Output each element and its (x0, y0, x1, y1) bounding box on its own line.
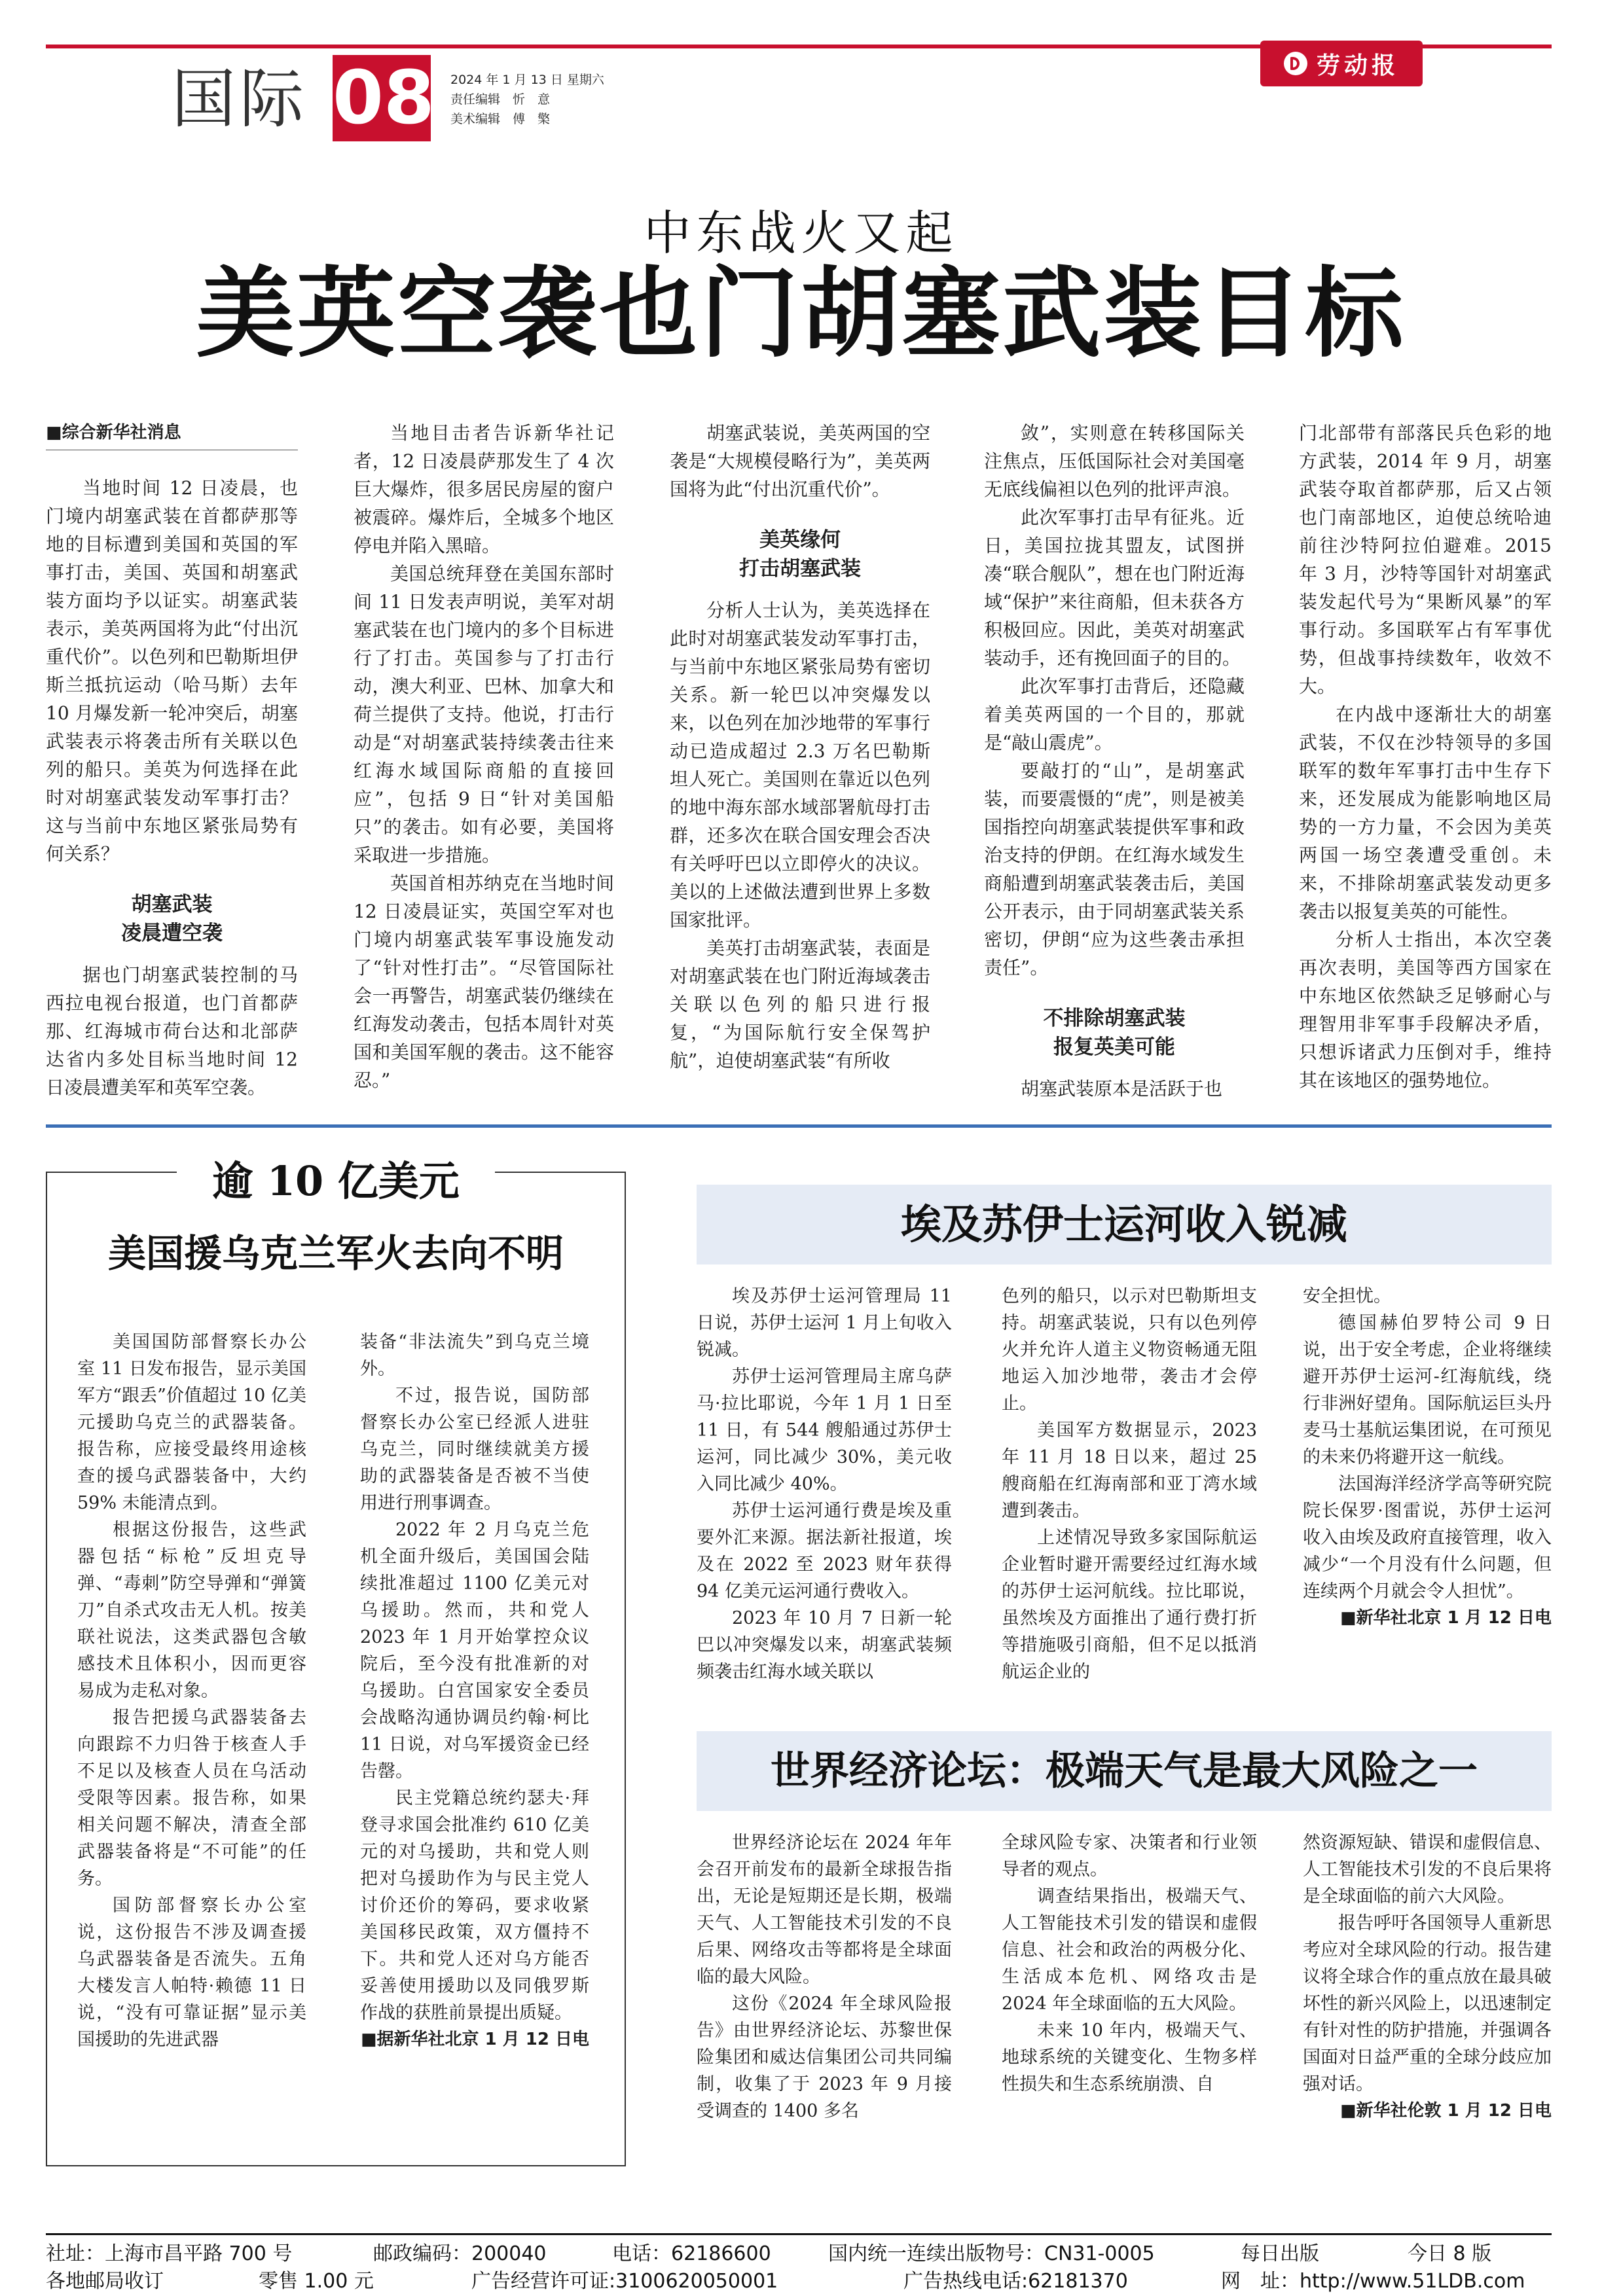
footer-retail: 零售 1.00 元 (259, 2270, 374, 2293)
footer-website[interactable]: 网 址：http://www.51LDB.com (1221, 2270, 1525, 2293)
ukraine-headline: 美国援乌克兰军火去向不明 (107, 1231, 564, 1276)
paragraph: 敛”，实则意在转移国际关注焦点，压低国际社会对美国毫无底线偏袒以色列的批评声浪。 (984, 422, 1245, 500)
wef-column-3 (1303, 1829, 1552, 2125)
footer-rule (46, 2233, 1552, 2235)
suez-column-2 (1002, 1283, 1257, 1685)
paragraph: 美国总统拜登在美国东部时间 11 日发表声明说，美军对胡塞武装在也门境内的多个目标进行了打击。英国参与了打击行动，澳大利亚、巴林、加拿大和荷兰提供了支持。他说，打击行动是“对胡塞武装持续袭击往来红海水域国际商船的直接回应”，包括 9 日“针对美国船只”的袭击。如有必要，美国将采取进一步措施。 (354, 563, 614, 866)
lead-column-3 (670, 419, 930, 1075)
footer-ad-license: 广告经营许可证:3100620050001 (471, 2270, 778, 2293)
paragraph: 苏伊士运河通行费是埃及重要外汇来源。据法新社报道，埃及在 2022 至 2023 财年获得 94 亿美元运河通行费收入。 (697, 1501, 952, 1602)
paragraph: 安全担忧。 (1303, 1286, 1391, 1306)
paragraph: 分析人士认为，美英选择在此时对胡塞武装发动军事打击，与当前中东地区紧张局势有密切关系。新一轮巴以冲突爆发以来，以色列在加沙地带的军事行动已造成超过 2.3 万名巴勒斯坦人死亡。美国则在靠近以色列的地中海东部水域部署航母打击群，还多次在联合国安理会否决有关呼吁巴以立即停火的决议。美以的上述做法遭到世界上多数国家批评。 (670, 600, 930, 931)
paragraph: 分析人士指出，本次空袭再次表明，美国等西方国家在中东地区依然缺乏足够耐心与理智用非军事手段解决矛盾，只想诉诸武力压倒对手，维持其在该地区的强势地位。 (1299, 929, 1552, 1091)
paragraph: 然资源短缺、错误和虚假信息、人工智能技术引发的不良后果将是全球面临的前六大风险。 (1303, 1833, 1552, 1907)
lead-headline: 美英空袭也门胡塞武装目标 (196, 257, 1406, 371)
lead-column-5 (1299, 419, 1552, 1094)
paragraph: 2023 年 10 月 7 日新一轮巴以冲突爆发以来，胡塞武装频频袭击红海水域关联以 (697, 1608, 952, 1682)
paragraph: 未来 10 年内，极端天气、地球系统的关键变化、生物多样性损失和生态系统崩溃、自 (1002, 2020, 1257, 2094)
paragraph: 2022 年 2 月乌克兰危机全面升级后，美国国会陆续批准超过 1100 亿美元对乌援助。然而，共和党人 2023 年 1 月开始掌控众议院后，至今没有批准新的对乌援助。白宫国家安全委员会战略沟通协调员约翰·柯比 11 日说，对乌军援资金已经告罄。 (360, 1520, 589, 1782)
lead-column-2 (354, 419, 614, 1094)
footer-pages: 今日 8 版 (1408, 2242, 1492, 2265)
paragraph: 门北部带有部落民兵色彩的地方武装，2014 年 9 月，胡塞武装夺取首都萨那，后又占领也门南部地区，迫使总统哈迪前往沙特阿拉伯避难。2015 年 3 月，沙特等国针对胡塞武装发起代号为“果断风暴”的军事行动。多国联军占有军事优势，但战事持续数年，收效不大。 (1299, 422, 1552, 697)
art-editor-line: 美术编辑 傅 檠 (450, 112, 551, 126)
section-number: 08 (333, 56, 435, 141)
paragraph: 美英打击胡塞武装，表面是对胡塞武装在也门附近海域袭击关联以色列的船只进行报复，“为国际航行安全保驾护航”，迫使胡塞武装“有所收 (670, 937, 930, 1071)
paragraph: 埃及苏伊士运河管理局 11 日说，苏伊士运河 1 月上旬收入锐减。 (697, 1286, 952, 1360)
subheading: 不排除胡塞武装 报复英美可能 (1043, 1007, 1186, 1059)
paragraph: 民主党籍总统约瑟夫·拜登寻求国会批准约 610 亿美元的对乌援助，共和党人则把对乌援助作为与民主党人讨价还价的筹码，要求收紧美国移民政策，双方僵持不下。共和党人还对乌方能否妥善使用援助以及同俄罗斯作战的获胜前景提出质疑。 (360, 1788, 589, 2023)
paragraph: 此次军事打击背后，还隐藏着美英两国的一个目的，那就是“敲山震虎”。 (984, 675, 1245, 753)
lead-column-1 (46, 419, 298, 1102)
paragraph: 胡塞武装原本是活跃于也 (1021, 1078, 1223, 1100)
paragraph: 法国海洋经济学高等研究院院长保罗·图雷说，苏伊士运河收入由埃及政府直接管理，收入减少“一个月没有什么问题，但连续两个月就会令人担忧”。 (1303, 1474, 1552, 1602)
logo-icon (1284, 52, 1307, 75)
footer-cn-number: 国内统一连续出版物号：CN31-0005 (828, 2242, 1155, 2265)
paragraph: 上述情况导致多家国际航运企业暂时避开需要经过红海水域的苏伊士运河航线。拉比耶说，虽然埃及方面推出了通行费打折等措施吸引商船，但不足以抵消航运企业的 (1002, 1528, 1257, 1682)
subheading: 胡塞武装 凌晨遭空袭 (121, 893, 223, 945)
paragraph: 全球风险专家、决策者和行业领导者的观点。 (1002, 1833, 1257, 1880)
paragraph: 根据这份报告，这些武器包括“标枪”反坦克导弹、“毒刺”防空导弹和“弹簧刀”自杀式攻击无人机。按美联社说法，这类武器包含敏感技术且体积小，因而更容易成为走私对象。 (77, 1520, 306, 1701)
paragraph: 此次军事打击早有征兆。近日，美国拉拢其盟友，试图拼凑“联合舰队”，想在也门附近海域“保护”来往商船，但未获各方积极回应。因此，美英对胡塞武装动手，还有挽回面子的目的。 (984, 507, 1245, 669)
ukraine-column-2 (360, 1329, 589, 2053)
paragraph: 胡塞武装说，美英两国的空袭是“大规模侵略行为”，美英两国将为此“付出沉重代价”。 (670, 422, 930, 500)
newspaper-logo (1260, 41, 1423, 86)
paragraph: 色列的船只，以示对巴勒斯坦支持。胡塞武装说，只有以色列停火并允许人道主义物资畅通无阻地运入加沙地带，袭击才会停止。 (1002, 1286, 1257, 1414)
paragraph: 德国赫伯罗特公司 9 日说，出于安全考虑，企业将继续避开苏伊士运河-红海航线，绕行非洲好望角。国际航运巨头丹麦马士基航运集团说，在可预见的未来仍将避开这一航线。 (1303, 1313, 1552, 1467)
footer-frequency: 每日出版 (1241, 2242, 1319, 2265)
wef-column-1 (697, 1829, 952, 2125)
paragraph: 美国军方数据显示，2023 年 11 月 18 日以来，超过 25 艘商船在红海南部和亚丁湾水域遭到袭击。 (1002, 1420, 1257, 1521)
paragraph: 英国首相苏纳克在当地时间 12 日凌晨证实，英国空军对也门境内胡塞武装军事设施发动了“针对性打击”。“尽管国际社会一再警告，胡塞武装仍继续在红海发动袭击，包括本周针对英国和美国军舰的袭击。这不能容忍。” (354, 872, 614, 1091)
wef-headline: 世界经济论坛：极端天气是最大风险之一 (697, 1731, 1552, 1811)
paragraph: 当地时间 12 日凌晨，也门境内胡塞武装在首都萨那等地的目标遭到美国和英国的军事打击，美国、英国和胡塞武装方面均予以证实。胡塞武装表示，美英两国将为此“付出沉重代价”。以色列和巴勒斯坦伊斯兰抵抗运动（哈马斯）去年 10 月爆发新一轮冲突后，胡塞武装表示将袭击所有关联以色列的船只。美英为何选择在此时对胡塞武装发动军事打击？这与当前中东地区紧张局势有何关系？ (46, 477, 298, 865)
suez-headline: 埃及苏伊士运河收入锐减 (697, 1185, 1552, 1265)
paragraph: 这份《2024 年全球风险报告》由世界经济论坛、苏黎世保险集团和威达信集团公司共同编制，收集了于 2023 年 9 月接受调查的 1400 多名 (697, 1994, 952, 2121)
paragraph: 世界经济论坛在 2024 年年会召开前发布的最新全球报告指出，无论是短期还是长期，极端天气、人工智能技术引发的不良后果、网络攻击等都将是全球面临的最大风险。 (697, 1833, 952, 1987)
paragraph: 在内战中逐渐壮大的胡塞武装，不仅在沙特领导的多国联军的数年军事打击中生存下来，还发展成为能影响地区局势的一方力量，不会因为美英两国一场空袭遭受重创。未来，不排除胡塞武装发动更多袭击以报复美英的可能性。 (1299, 704, 1552, 922)
lead-kicker: 中东战火又起 (644, 206, 958, 260)
paragraph: 调查结果指出，极端天气、人工智能技术引发的错误和虚假信息、社会和政治的两极分化、生活成本危机、网络攻击是 2024 年全球面临的五大风险。 (1002, 1886, 1257, 2014)
ukraine-dateline: ■据新华社北京 1 月 12 日电 (360, 2030, 589, 2049)
paragraph: 当地目击者告诉新华社记者，12 日凌晨萨那发生了 4 次巨大爆炸，很多居民房屋的窗户被震碎。爆炸后，全城多个地区停电并陷入黑暗。 (354, 422, 614, 556)
suez-column-3 (1303, 1283, 1552, 1632)
paragraph: 美国国防部督察长办公室 11 日发布报告，显示美国军方“跟丢”价值超过 10 亿美元援助乌克兰的武器装备。报告称，应接受最终用途核查的援乌武器装备中，大约 59% 未能清点到。 (77, 1332, 306, 1513)
ukraine-kicker: 逾 10 亿美元 (177, 1157, 495, 1206)
paragraph: 据也门胡塞武装控制的马西拉电视台报道，也门首都萨那、红海城市荷台达和北部萨达省内多处目标当地时间 12 日凌晨遭美军和英军空袭。 (46, 964, 298, 1098)
section-divider (46, 1124, 1552, 1128)
subheading: 美英缘何 打击胡塞武装 (739, 528, 861, 581)
lead-column-4 (984, 419, 1245, 1103)
footer-postcode: 邮政编码：200040 (373, 2242, 547, 2265)
wef-dateline: ■新华社伦敦 1 月 12 日电 (1339, 2101, 1552, 2121)
ukraine-column-1 (77, 1329, 306, 2053)
paragraph: 苏伊士运河管理局主席乌萨马·拉比耶说，今年 1 月 1 日至 11 日，有 544 艘船通过苏伊士运河，同比减少 30%，美元收入同比减少 40%。 (697, 1367, 952, 1494)
lead-source: ■综合新华社消息 (46, 419, 298, 450)
section-name: 国际 (172, 62, 308, 137)
paragraph: 不过，报告说，国防部督察长办公室已经派人进驻乌克兰，同时继续就美方援助的武器装备是否被不当使用进行刑事调查。 (360, 1386, 589, 1513)
footer-address: 社址：上海市昌平路 700 号 (46, 2242, 293, 2265)
footer-phone: 电话：62186600 (612, 2242, 771, 2265)
suez-column-1 (697, 1283, 952, 1685)
footer-subscription: 各地邮局收订 (46, 2270, 164, 2293)
logo-text: 劳动报 (1316, 51, 1399, 79)
paragraph: 要敲打的“山”，是胡塞武装，而要震慑的“虎”，则是被美国指控向胡塞武装提供军事和政治支持的伊朗。在红海水域发生商船遭到胡塞武装袭击后，美国公开表示，由于同胡塞武装关系密切，伊朗“应为这些袭击承担责任”。 (984, 760, 1245, 978)
suez-dateline: ■新华社北京 1 月 12 日电 (1339, 1608, 1552, 1628)
editor-line: 责任编辑 忻 意 (450, 92, 551, 107)
date-line: 2024 年 1 月 13 日 星期六 (450, 73, 604, 87)
paragraph: 报告呼吁各国领导人重新思考应对全球风险的行动。报告建议将全球合作的重点放在最具破坏性的新兴风险上，以迅速制定有针对性的防护措施，并强调各国面对日益严重的全球分歧应加强对话。 (1303, 1913, 1552, 2094)
footer-ad-hotline: 广告热线电话:62181370 (903, 2270, 1128, 2293)
paragraph: 报告把援乌武器装备去向跟踪不力归咎于核查人手不足以及核查人员在乌活动受限等因素。报告称，如果相关问题不解决，清查全部武器装备将是“不可能”的任务。 (77, 1708, 306, 1889)
paragraph: 国防部督察长办公室说，这份报告不涉及调查援乌武器装备是否流失。五角大楼发言人帕特·赖德 11 日说，“没有可靠证据”显示美国援助的先进武器 (77, 1895, 306, 2050)
wef-column-2 (1002, 1829, 1257, 2098)
paragraph: 装备“非法流失”到乌克兰境外。 (360, 1332, 589, 1379)
